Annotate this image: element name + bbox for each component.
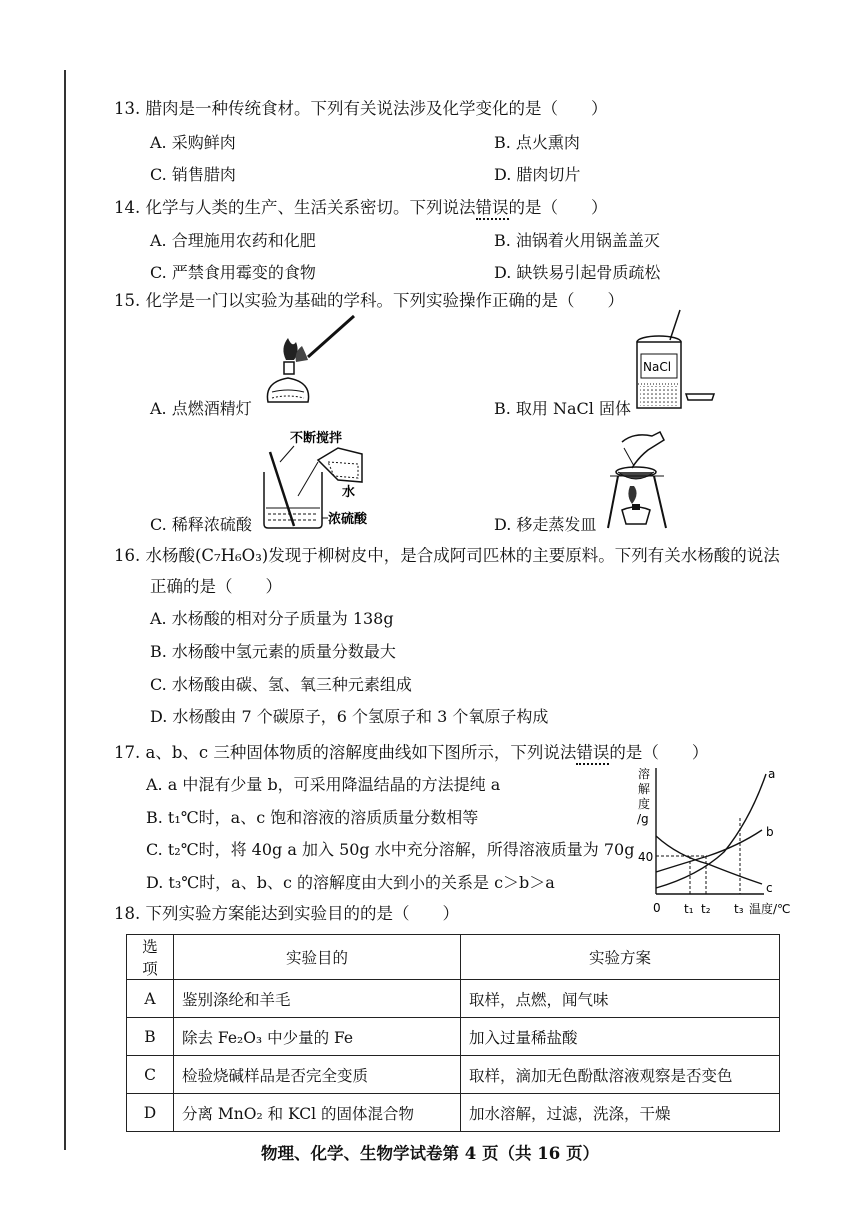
question-15-stem: 15. 化学是一门以实验为基础的学科。下列实验操作正确的是（ ） bbox=[114, 291, 624, 310]
table-row bbox=[127, 980, 780, 1018]
q17-option-c: C. t₂℃时，将 40g a 加入 50g 水中充分溶解，所得溶液质量为 70g bbox=[146, 840, 635, 859]
q16-option-b: B. 水杨酸中氢元素的质量分数最大 bbox=[150, 642, 396, 661]
q13-option-a: A. 采购鲜肉 bbox=[150, 133, 236, 152]
nacl-jar-illustration bbox=[630, 308, 716, 412]
row-b-plan: 加入过量稀盐酸 bbox=[461, 1018, 780, 1056]
table-header-row bbox=[127, 935, 780, 980]
q13-option-c: C. 销售腊肉 bbox=[150, 165, 236, 184]
question-16-stem-line2: 正确的是（ ） bbox=[150, 577, 282, 596]
graph-x-tick-t1: t₁ bbox=[684, 902, 694, 916]
q14-option-b: B. 油锅着火用锅盖盖灭 bbox=[494, 231, 660, 250]
graph-ylabel-3: 度 bbox=[638, 797, 651, 811]
solubility-curve-graph bbox=[628, 760, 808, 920]
q17-option-b: B. t₁℃时，a、c 饱和溶液的溶质质量分数相等 bbox=[146, 808, 479, 827]
q16-option-a: A. 水杨酸的相对分子质量为 138g bbox=[150, 609, 394, 628]
graph-x-tick-t3: t₃ bbox=[734, 902, 744, 916]
curve-c bbox=[656, 836, 762, 884]
graph-ylabel-1: 溶 bbox=[638, 767, 651, 781]
q16-option-c: C. 水杨酸由碳、氢、氧三种元素组成 bbox=[150, 675, 412, 694]
graph-x-tick-t2: t₂ bbox=[701, 902, 711, 916]
graph-ylabel-4: /g bbox=[637, 812, 649, 826]
stir-label: 不断搅拌 bbox=[290, 431, 343, 446]
row-b-option: B bbox=[127, 1018, 174, 1056]
evaporating-dish-illustration bbox=[604, 428, 672, 532]
row-d-purpose: 分离 MnO₂ 和 KCl 的固体混合物 bbox=[174, 1094, 461, 1132]
curve-c-label: c bbox=[766, 881, 773, 895]
row-c-purpose: 检验烧碱样品是否完全变质 bbox=[174, 1056, 461, 1094]
binding-margin-line bbox=[64, 70, 66, 1150]
question-14-stem bbox=[114, 194, 608, 218]
alcohol-lamp-illustration bbox=[258, 312, 358, 412]
row-d-plan: 加水溶解，过滤，洗涤，干燥 bbox=[461, 1094, 780, 1132]
graph-xlabel: 温度/℃ bbox=[749, 902, 791, 916]
nacl-label: NaCl bbox=[643, 360, 672, 374]
q17-stem-emphasis: 错误 bbox=[576, 743, 609, 765]
graph-y-tick-40: 40 bbox=[638, 850, 654, 864]
q13-option-b: B. 点火熏肉 bbox=[494, 133, 580, 152]
header-option: 选项 bbox=[127, 935, 174, 980]
q14-stem-pre: 14. 化学与人类的生产、生活关系密切。下列说法 bbox=[114, 198, 476, 217]
q17-option-a: A. a 中混有少量 b，可采用降温结晶的方法提纯 a bbox=[146, 775, 501, 794]
q15-option-b: B. 取用 NaCl 固体 bbox=[494, 399, 632, 418]
q15-option-a: A. 点燃酒精灯 bbox=[150, 399, 252, 418]
header-plan: 实验方案 bbox=[461, 935, 780, 980]
row-a-purpose: 鉴别涤纶和羊毛 bbox=[174, 980, 461, 1018]
q17-stem-pre: 17. a、b、c 三种固体物质的溶解度曲线如下图所示，下列说法 bbox=[114, 743, 577, 762]
q14-option-d: D. 缺铁易引起骨质疏松 bbox=[494, 263, 661, 282]
table-row bbox=[127, 1094, 780, 1132]
table-row bbox=[127, 1056, 780, 1094]
acid-label: 浓硫酸 bbox=[328, 512, 368, 527]
curve-a bbox=[656, 774, 766, 888]
graph-origin: 0 bbox=[653, 901, 661, 915]
table-row bbox=[127, 1018, 780, 1056]
graph-ylabel-2: 解 bbox=[638, 782, 651, 796]
row-a-option: A bbox=[127, 980, 174, 1018]
q14-stem-emphasis: 错误 bbox=[476, 198, 509, 220]
row-c-option: C bbox=[127, 1056, 174, 1094]
row-b-purpose: 除去 Fe₂O₃ 中少量的 Fe bbox=[174, 1018, 461, 1056]
dilute-acid-illustration bbox=[258, 426, 388, 536]
experiment-table bbox=[126, 934, 780, 1132]
row-d-option: D bbox=[127, 1094, 174, 1132]
q17-option-d: D. t₃℃时，a、b、c 的溶解度由大到小的关系是 c＞b＞a bbox=[146, 873, 555, 892]
q17-stem-post: 的是（ ） bbox=[609, 743, 709, 762]
question-17-stem bbox=[114, 739, 708, 763]
page-footer: 物理、化学、生物学试卷第 4 页（共 16 页） bbox=[261, 1144, 599, 1163]
q14-stem-post: 的是（ ） bbox=[508, 198, 608, 217]
header-purpose: 实验目的 bbox=[174, 935, 461, 980]
question-13-stem: 13. 腊肉是一种传统食材。下列有关说法涉及化学变化的是（ ） bbox=[114, 99, 608, 118]
curve-b-label: b bbox=[766, 825, 774, 839]
q13-option-d: D. 腊肉切片 bbox=[494, 165, 581, 184]
q14-option-a: A. 合理施用农药和化肥 bbox=[150, 231, 316, 250]
row-c-plan: 取样，滴加无色酚酞溶液观察是否变色 bbox=[461, 1056, 780, 1094]
q15-option-d: D. 移走蒸发皿 bbox=[494, 515, 597, 534]
q15-option-c: C. 稀释浓硫酸 bbox=[150, 515, 252, 534]
q16-option-d: D. 水杨酸由 7 个碳原子，6 个氢原子和 3 个氧原子构成 bbox=[150, 707, 549, 726]
curve-a-label: a bbox=[768, 767, 776, 781]
row-a-plan: 取样，点燃，闻气味 bbox=[461, 980, 780, 1018]
water-label: 水 bbox=[342, 485, 356, 500]
q14-option-c: C. 严禁食用霉变的食物 bbox=[150, 263, 316, 282]
curve-b bbox=[656, 830, 762, 872]
question-18-stem: 18. 下列实验方案能达到实验目的的是（ ） bbox=[114, 904, 459, 923]
question-16-stem-line1: 16. 水杨酸(C₇H₆O₃)发现于柳树皮中，是合成阿司匹林的主要原料。下列有关水杨酸的说法 bbox=[114, 546, 780, 565]
